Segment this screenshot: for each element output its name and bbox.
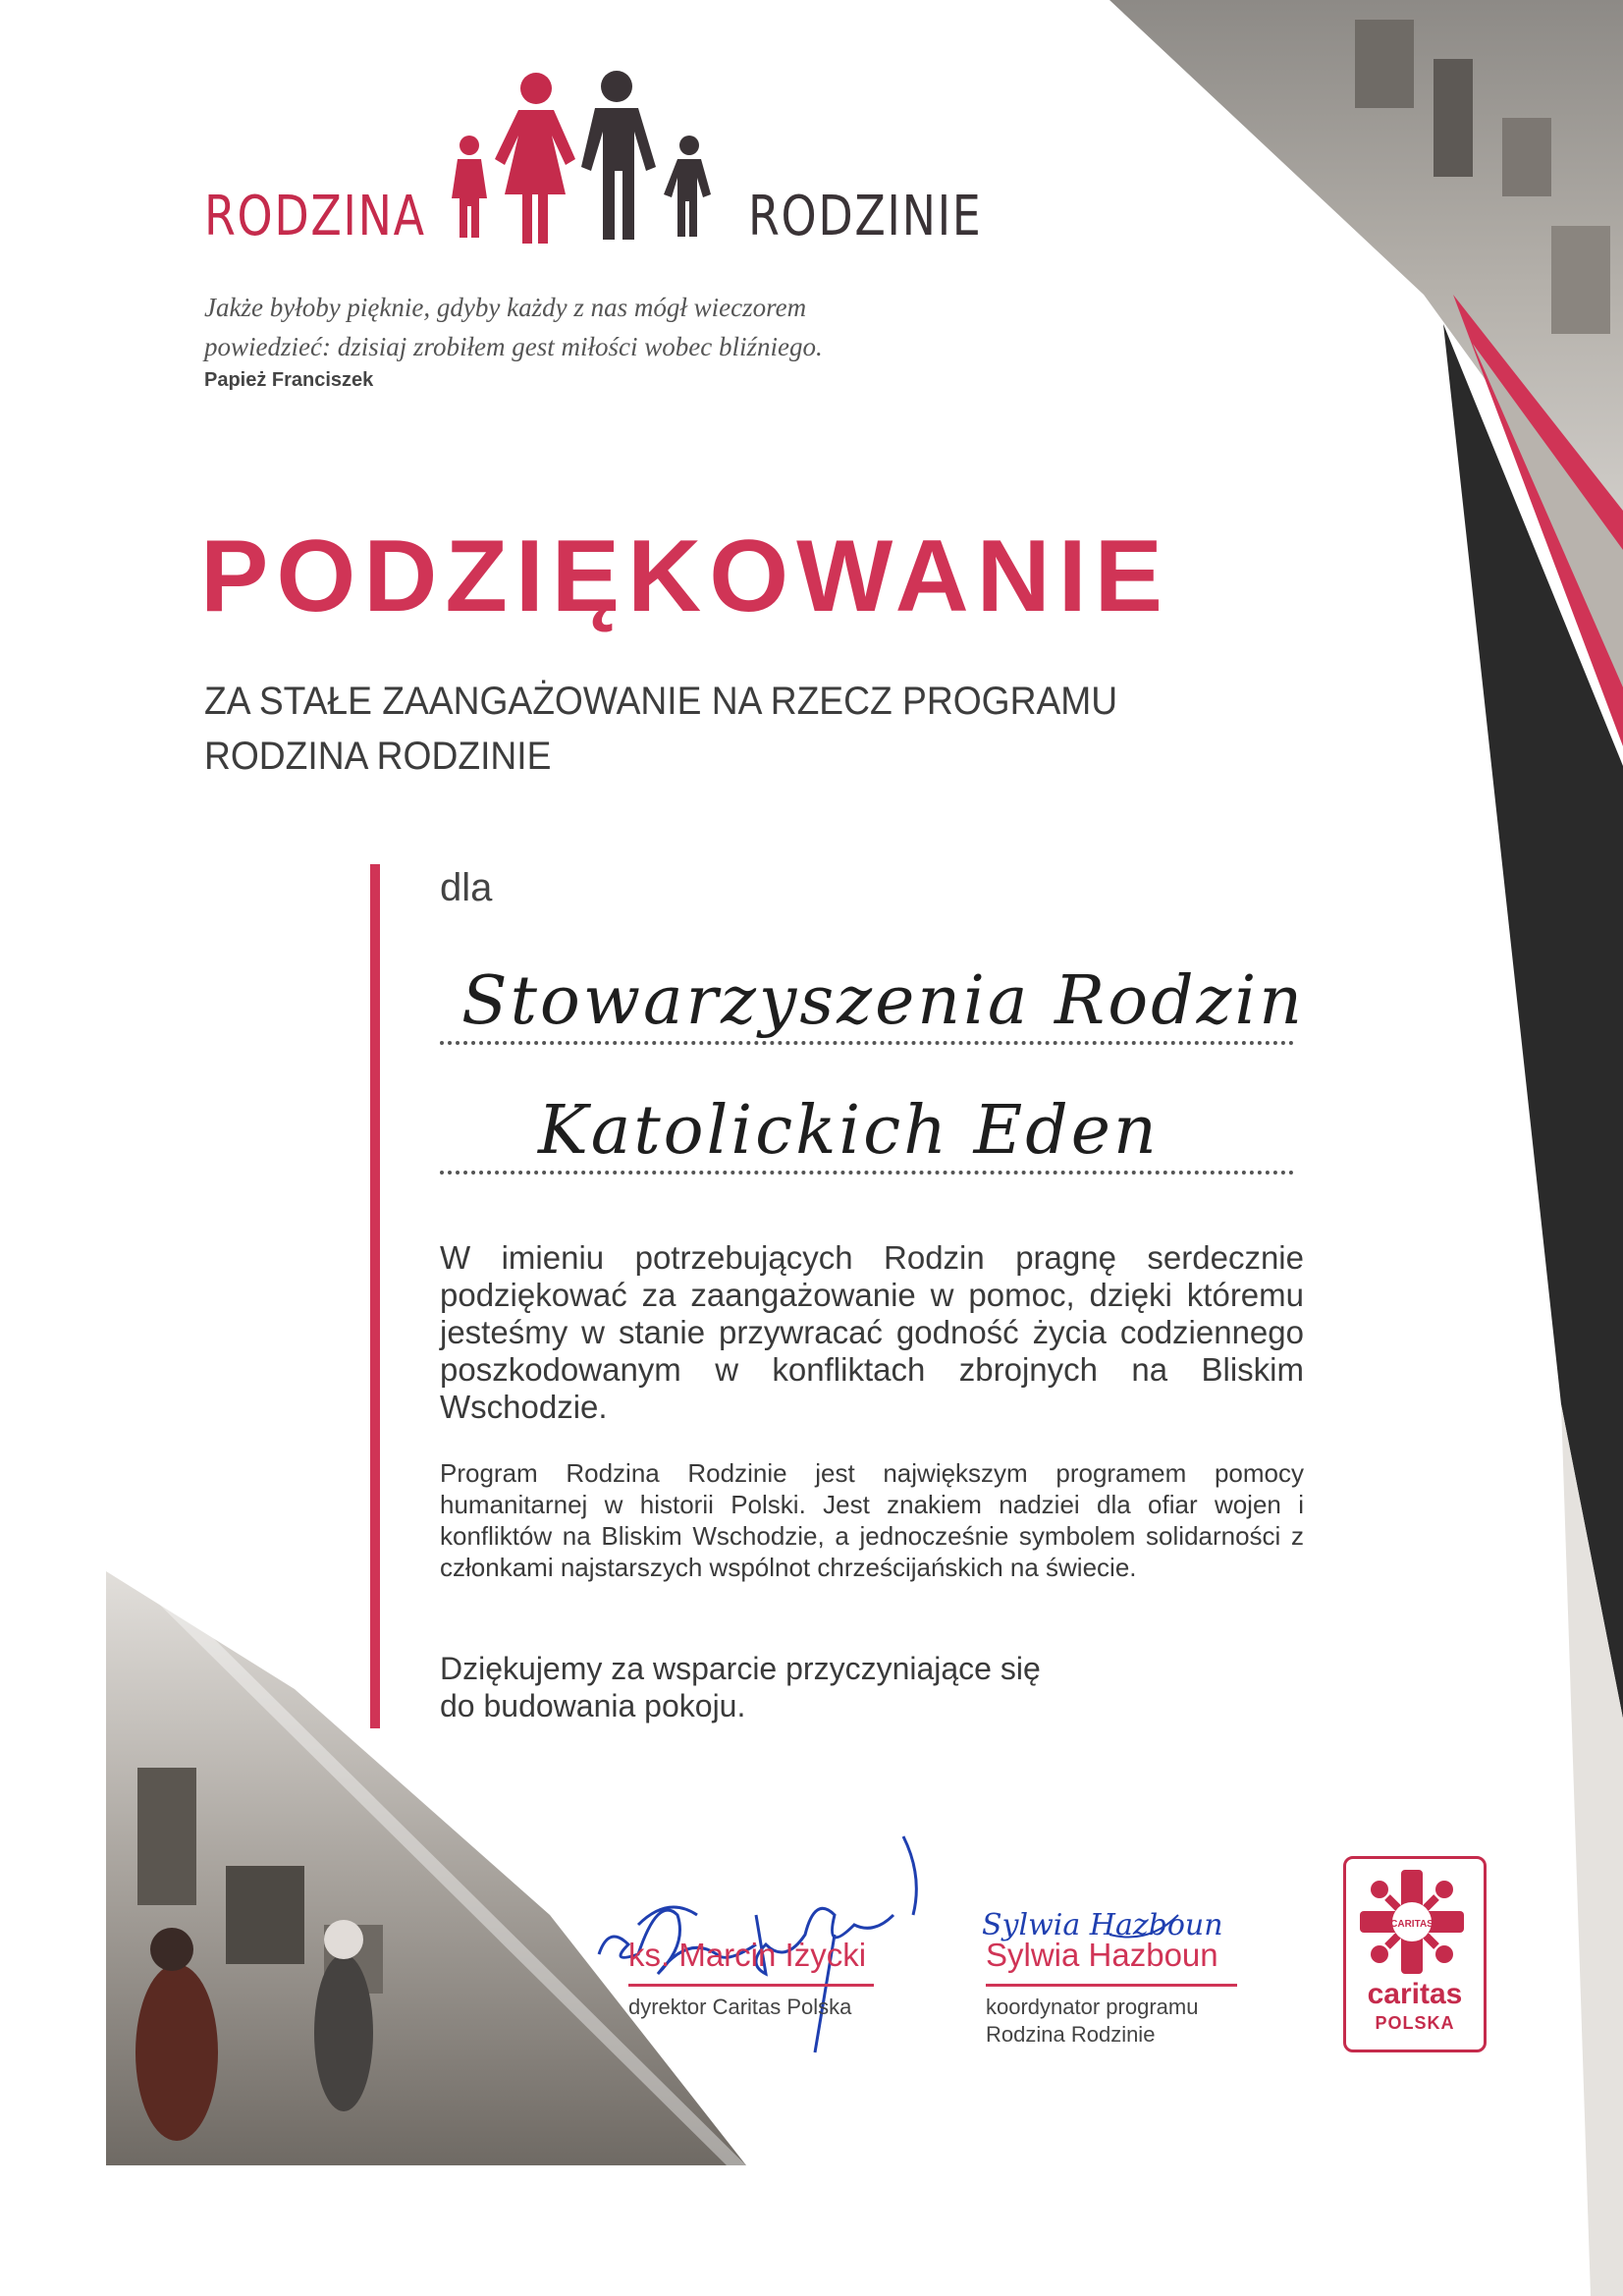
subtitle-line-2: RODZINA RODZINIE [204,735,552,778]
signature-1-name: ks. Marcin Iżycki [628,1937,867,1973]
body-paragraph-1: W imieniu potrzebujących Rodzin pragnę serdecznie podziękować za zaangażowanie w pomoc, dzięki któremu jesteśmy w stanie przywracać godność życia codziennego poszkodowanym w konfliktach zbrojnych na Bliskim Wschodzie. [440,1239,1304,1425]
accent-bar [370,864,380,1728]
signature-2-name: Sylwia Hazboun [986,1937,1218,1973]
caritas-logo-word: caritas [1367,1978,1463,2010]
body-paragraph-3-line-2: do budowania pokoju. [440,1688,746,1723]
body-paragraph-2: Program Rodzina Rodzinie jest największym programem pomocy humanitarnej w historii Polski. Jest znakiem nadziei dla ofiar wojen i konfliktów na Bliskim Wschodzie, a jednocześnie symbolem solidarności z członkami najstarszych wspólnot chrześcijańskich na świecie. [440,1458,1304,1582]
body-paragraph-3 [440,1650,1304,1724]
caritas-logo-sub: POLSKA [1375,2013,1455,2033]
dotted-line-1 [440,1041,1294,1045]
recipient-prefix: dla [440,866,493,909]
dotted-line-2 [440,1171,1294,1175]
signature-2-divider [986,1984,1237,1987]
signature-2-role-line-2: Rodzina Rodzinie [986,2022,1156,2047]
page-title: PODZIĘKOWANIE [200,519,1171,633]
recipient-line-1: Stowarzyszenia Rodzin [461,962,1306,1040]
handwritten-signature-2: Sylwia Hazboun [982,1908,1223,1942]
recipient-line-2: Katolickich Eden [538,1092,1160,1170]
subtitle-line-1: ZA STAŁE ZAANGAŻOWANIE NA RZECZ PROGRAMU [204,680,1118,723]
quote-line-2: powiedzieć: dzisiaj zrobiłem gest miłości wobec bliźniego. [204,332,823,361]
signature-1-divider [628,1984,874,1987]
logo-text-left: RODZINA [204,185,426,248]
logo-text-right: RODZINIE [748,185,983,248]
caritas-cross-icon [1358,1868,1466,1976]
caritas-emblem-text: CARITAS [1390,1919,1434,1930]
signature-1-role [628,1994,851,2021]
quote-line-1: Jakże byłoby pięknie, gdyby każdy z nas mógł wieczorem [204,293,807,322]
quote-author: Papież Franciszek [204,369,374,391]
signature-2-role [986,1994,1198,2049]
signature-2-role-line-1: koordynator programu [986,1995,1199,2019]
family-icon [440,69,734,246]
signature-1-role-line-1: dyrektor Caritas Polska [628,1995,852,2019]
body-paragraph-3-line-1: Dziękujemy za wsparcie przyczyniające się [440,1651,1041,1686]
